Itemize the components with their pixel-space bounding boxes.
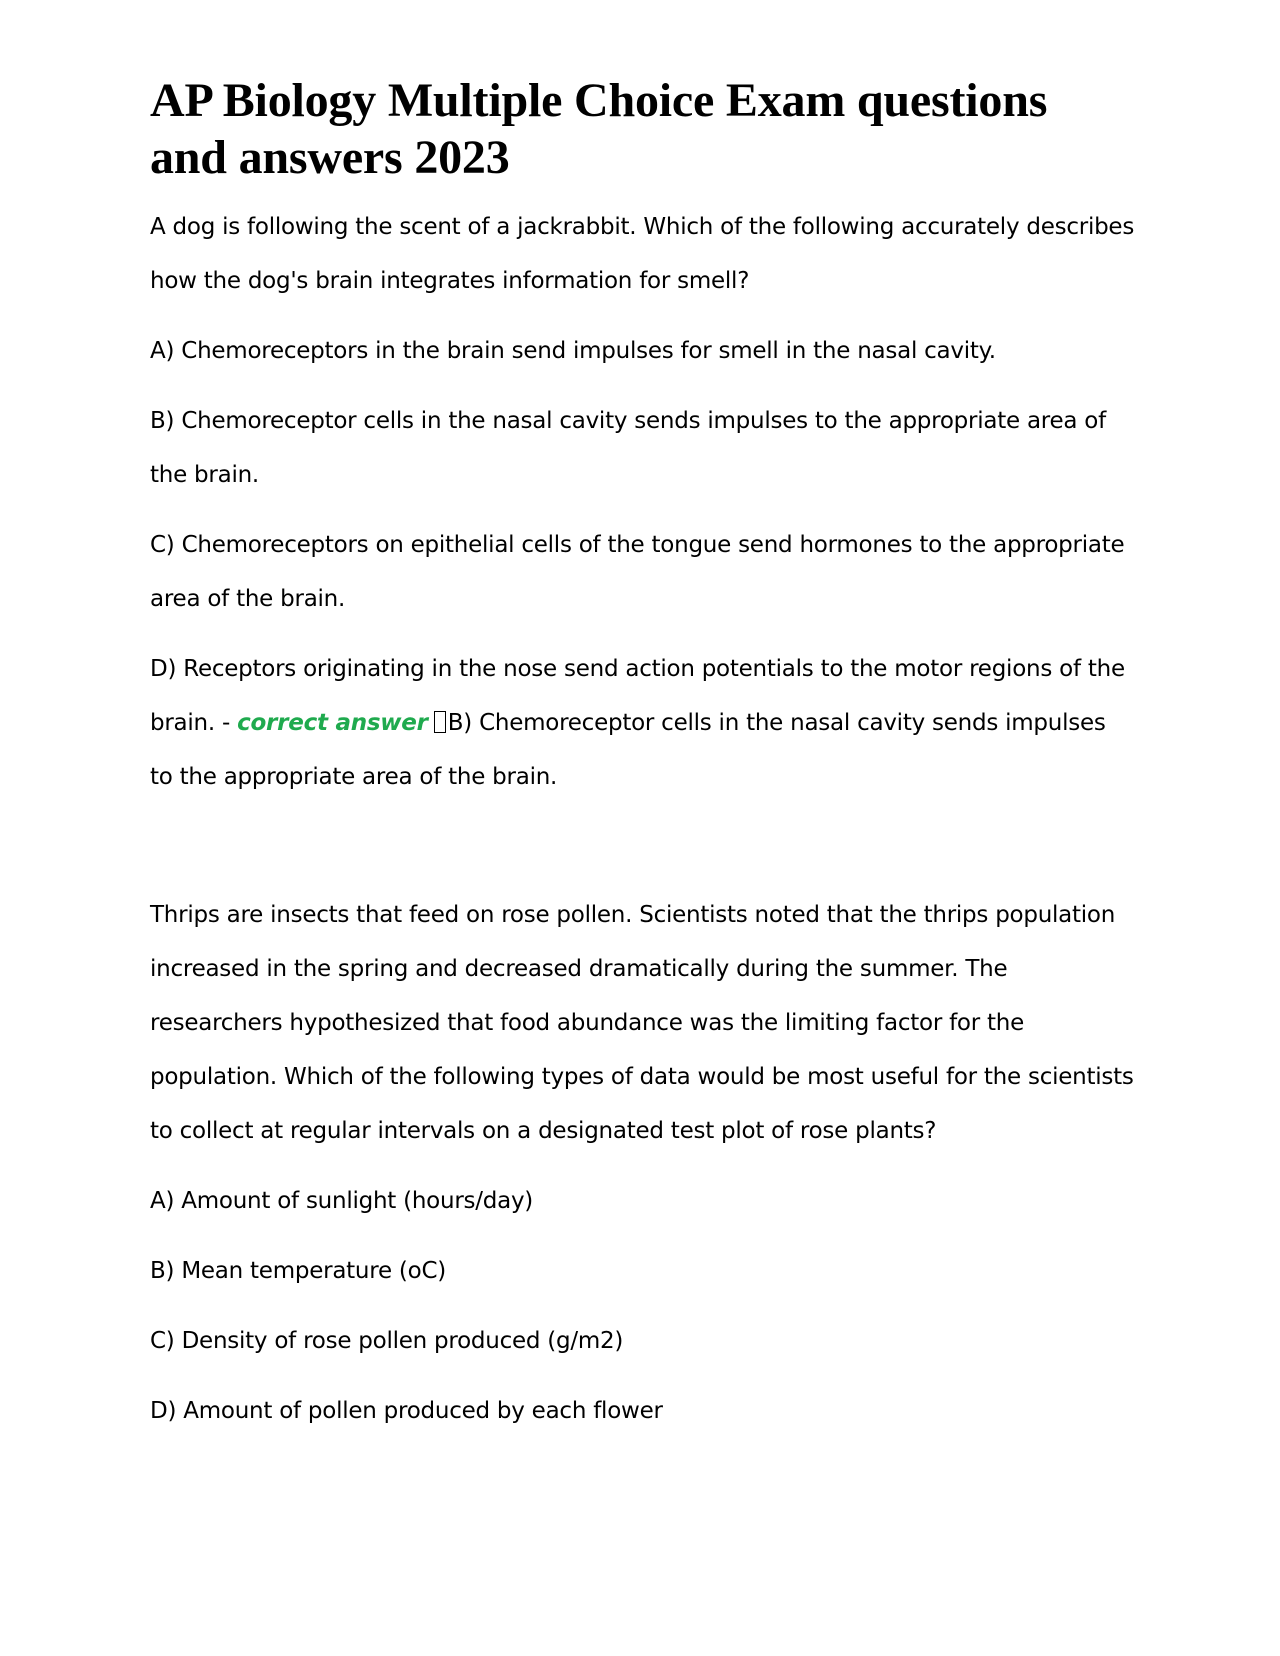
question-2-option-d: D) Amount of pollen produced by each flower bbox=[150, 1398, 663, 1424]
question-1-option-c: C) Chemoreceptors on epithelial cells of the tongue send hormones to the appropriate area of the brain. bbox=[150, 532, 1125, 612]
question-1-stem: A dog is following the scent of a jackrabbit. Which of the following accurately describes how the dog's brain integrates information for smell? bbox=[150, 214, 1135, 294]
question-1-option-d: D) Receptors originating in the nose send action potentials to the motor regions of the brain. - bbox=[150, 656, 1125, 736]
question-1-option-a: A) Chemoreceptors in the brain send impulses for smell in the nasal cavity. bbox=[150, 338, 996, 364]
question-2-stem: Thrips are insects that feed on rose pollen. Scientists noted that the thrips population increased in the spring and decreased dramatically during the summer. The researchers hypothesized that food abundance was the limiting factor for the population. Which of the following types of data would be most useful for the scientists to collect at regular intervals on a designated test plot of rose plants? bbox=[150, 902, 1134, 1144]
question-1-answer-text: B) Chemoreceptor cells in the nasal cavity sends impulses to the appropriate area of the brain. bbox=[150, 710, 1106, 790]
correct-answer-label: correct answer bbox=[237, 710, 428, 736]
question-1-option-d-with-answer bbox=[150, 642, 1135, 804]
question-2-option-c: C) Density of rose pollen produced (g/m2) bbox=[150, 1328, 624, 1354]
question-2-option-a: A) Amount of sunlight (hours/day) bbox=[150, 1188, 534, 1214]
missing-glyph-icon bbox=[434, 711, 446, 733]
question-1-option-b: B) Chemoreceptor cells in the nasal cavity sends impulses to the appropriate area of the brain. bbox=[150, 408, 1106, 488]
section-spacer bbox=[150, 820, 1135, 888]
question-2-option-b: B) Mean temperature (oC) bbox=[150, 1258, 446, 1284]
document-title: AP Biology Multiple Choice Exam questions and answers 2023 bbox=[150, 74, 1048, 184]
document-page bbox=[150, 72, 1135, 1454]
